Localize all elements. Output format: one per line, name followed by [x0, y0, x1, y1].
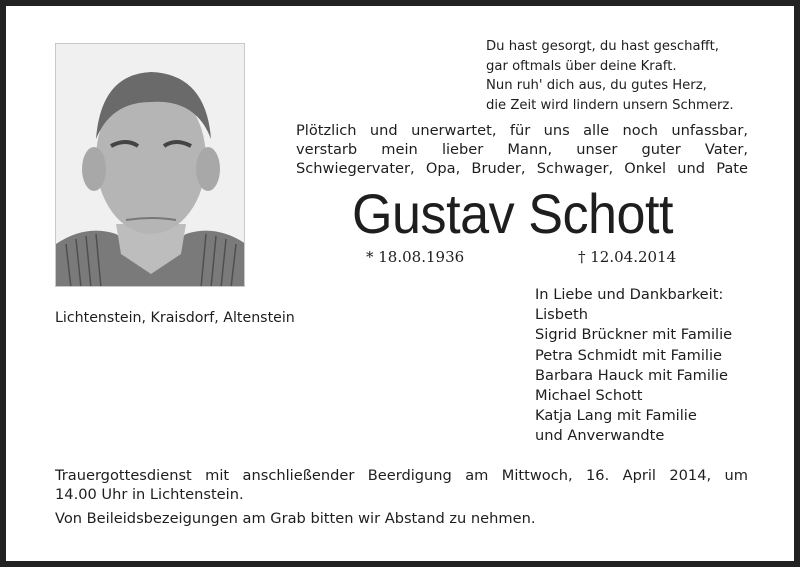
- verse-line: Du hast gesorgt, du hast geschafft,: [486, 39, 720, 54]
- places: Lichtenstein, Kraisdorf, Altenstein: [55, 310, 295, 326]
- intro-line: verstarb mein lieber Mann, unser guter Vater,: [296, 141, 748, 158]
- deceased-name: Gustav Schott: [352, 182, 674, 245]
- verse-line: Nun ruh' dich aus, du gutes Herz,: [486, 78, 707, 93]
- family-member: Sigrid Brückner mit Familie: [535, 326, 733, 344]
- family-member: Michael Schott: [535, 387, 643, 405]
- family-list: [535, 285, 732, 447]
- notice-line: Trauergottesdienst mit anschließender Beerdigung am Mittwoch, 16. April 2014, um: [55, 467, 748, 484]
- family-member: Petra Schmidt mit Familie: [535, 346, 722, 364]
- intro-line: Schwiegervater, Opa, Bruder, Schwager, Onkel und Pate: [296, 160, 748, 177]
- notice-line: 14.00 Uhr in Lichtenstein.: [55, 486, 244, 503]
- verse-line: gar oftmals über deine Kraft.: [486, 58, 677, 74]
- family-member: Barbara Hauck mit Familie: [535, 366, 729, 384]
- funeral-notice: [55, 466, 748, 528]
- family-member: Lisbeth: [535, 306, 589, 324]
- birth-date: * 18.08.1936: [366, 248, 465, 266]
- portrait-photo: [55, 43, 245, 287]
- intro-line: Plötzlich und unerwartet, für uns alle noch unfassbar,: [296, 122, 748, 139]
- death-date: † 12.04.2014: [578, 248, 677, 266]
- family-heading: In Liebe und Dankbarkeit:: [535, 286, 724, 303]
- family-member: und Anverwandte: [535, 427, 665, 445]
- verse-line: die Zeit wird lindern unsern Schmerz.: [486, 97, 734, 113]
- verse: [486, 37, 734, 115]
- notice-line: Von Beileidsbezeigungen am Grab bitten wir Abstand zu nehmen.: [55, 510, 536, 527]
- intro-text: [296, 121, 748, 178]
- family-member: Katja Lang mit Familie: [535, 407, 697, 425]
